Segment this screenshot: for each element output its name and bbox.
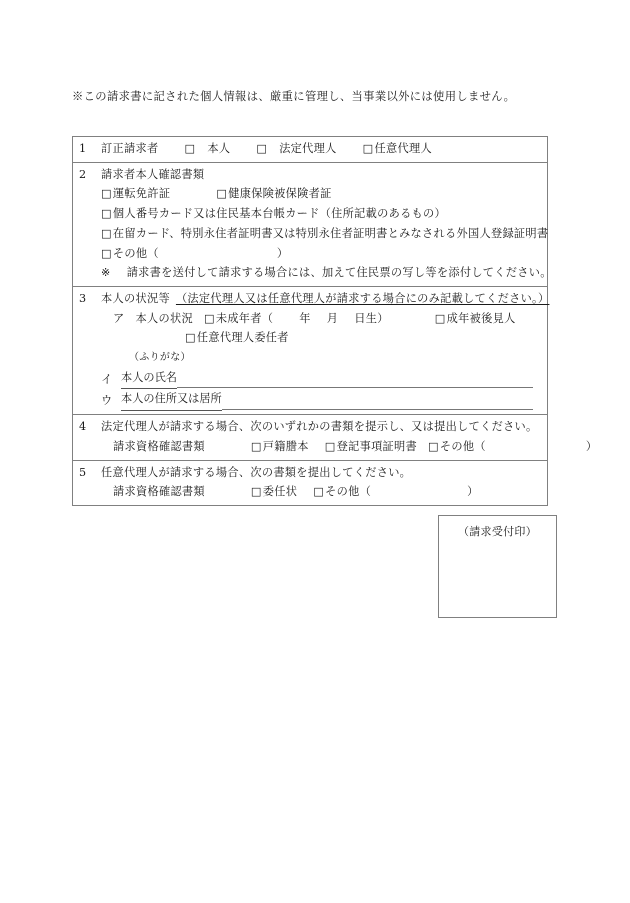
section-2-item-1: [73, 184, 547, 204]
section-2-number: 2: [79, 167, 87, 181]
section-row-2: [73, 163, 552, 287]
qualification-doc-label-5: 請求資格確認書類: [113, 485, 205, 499]
personal-name-input[interactable]: [177, 374, 533, 388]
section-2-title: 請求者本人確認書類: [101, 167, 205, 181]
checkbox-mynumber-card[interactable]: □: [101, 207, 112, 221]
other-doc-paren-close-5: ）: [467, 485, 479, 499]
drivers-license-label: 運転免許証: [112, 187, 171, 201]
adult-ward-label: 成年被後見人: [446, 311, 516, 325]
section-3-line: [73, 289, 550, 309]
mynumber-card-label: 個人番号カード又は住民基本台帳カード（住所記載のあるもの）: [112, 207, 447, 221]
other-document-label: その他（: [112, 246, 159, 260]
section-4-number: 4: [79, 420, 87, 434]
item-mark-a: ア: [113, 311, 125, 325]
option-honnin-label: 本人: [207, 142, 231, 155]
checkbox-other-document[interactable]: □: [101, 246, 112, 260]
family-register-label: 戸籍謄本: [262, 439, 309, 453]
section-4-documents: [73, 437, 598, 457]
checkbox-registry-certificate[interactable]: □: [324, 439, 336, 453]
section-5-title: 任意代理人が請求する場合、次の書類を提出してください。: [101, 465, 412, 479]
checkbox-family-register[interactable]: □: [250, 439, 262, 453]
checkbox-legal-agent[interactable]: □: [256, 142, 268, 155]
section-row-3: [73, 287, 550, 415]
section-1-number: 1: [79, 142, 87, 155]
receipt-stamp-label: （請求受付印）: [457, 525, 538, 538]
note-mark: ※: [101, 266, 111, 280]
birth-year-field[interactable]: 年: [299, 311, 311, 325]
request-form-table: [72, 136, 598, 506]
section-5-number: 5: [79, 465, 87, 479]
section-3-title: 本人の状況等: [101, 291, 170, 305]
power-of-attorney-label: 委任状: [262, 485, 298, 499]
section-3-row-u: [73, 389, 547, 411]
furigana-label: （ふりがな）: [129, 352, 191, 364]
section-2-note: [73, 263, 552, 283]
voluntary-agent-delegator-label: 任意代理人委任者: [196, 331, 289, 345]
checkbox-drivers-license[interactable]: □: [101, 187, 112, 201]
receipt-stamp-box: [438, 515, 557, 618]
section-5-documents: [73, 482, 547, 502]
minor-label: 未成年者（: [215, 311, 274, 325]
personal-name-label: 本人の氏名: [121, 368, 177, 390]
section-2-item-2: [73, 204, 547, 224]
option-legal-agent-label: 法定代理人: [279, 142, 337, 155]
other-doc-label-4: その他（: [439, 439, 486, 453]
checkbox-honnin[interactable]: □: [184, 142, 196, 155]
personal-address-input[interactable]: [222, 396, 533, 410]
checkbox-adult-ward[interactable]: □: [434, 311, 446, 325]
privacy-notice: ※この請求書に記された個人情報は、厳重に管理し、当事業以外には使用しません。: [72, 90, 516, 103]
checkbox-other-doc-5[interactable]: □: [313, 485, 325, 499]
residence-card-label: 在留カード、特別永住者証明書又は特別永住者証明書とみなされる外国人登録証明書: [112, 226, 549, 240]
section-3-row-a2: [73, 328, 547, 348]
checkbox-residence-card[interactable]: □: [101, 226, 112, 240]
checkbox-voluntary-agent[interactable]: □: [362, 142, 374, 155]
section-2-item-4: [73, 244, 547, 264]
section-1-line: [73, 139, 547, 159]
section-3-row-a: [73, 309, 547, 329]
section-4-title: 法定代理人が請求する場合、次のいずれかの書類を提示し、又は提出してください。: [101, 420, 538, 434]
section-3-title-note: （法定代理人又は任意代理人が請求する場合にのみ記載してください。）: [175, 291, 550, 305]
personal-address-label: 本人の住所又は居所: [121, 389, 222, 411]
section-3-number: 3: [79, 291, 87, 305]
personal-status-label: 本人の状況: [135, 311, 193, 325]
other-document-paren-close: ）: [276, 246, 289, 260]
section-5-line: [73, 463, 547, 483]
section-row-4: [73, 415, 598, 460]
section-2-line: [73, 165, 547, 185]
registry-certificate-label: 登記事項証明書: [336, 439, 418, 453]
other-doc-paren-close-4: ）: [585, 439, 598, 453]
section-4-line: [73, 417, 547, 437]
checkbox-health-insurance[interactable]: □: [216, 187, 228, 201]
qualification-doc-label-4: 請求資格確認書類: [113, 439, 205, 453]
health-insurance-label: 健康保険被保険者証: [228, 187, 332, 201]
checkbox-power-of-attorney[interactable]: □: [250, 485, 262, 499]
section-1-title: 訂正請求者: [101, 142, 159, 155]
section-3-row-i: [73, 368, 547, 390]
checkbox-other-doc-4[interactable]: □: [428, 439, 439, 453]
item-mark-i: イ: [101, 372, 113, 386]
note-text: 請求書を送付して請求する場合には、加えて住民票の写し等を添付してください。: [126, 266, 552, 280]
item-mark-u: ウ: [101, 394, 113, 408]
section-row-5: [73, 461, 547, 506]
section-2-item-3: [73, 224, 547, 244]
option-voluntary-agent-label: 任意代理人: [374, 142, 432, 155]
birth-month-field[interactable]: 月: [326, 311, 339, 325]
birth-day-field[interactable]: 日生）: [354, 311, 389, 325]
checkbox-minor[interactable]: □: [203, 311, 215, 325]
section-row-1: [73, 137, 547, 163]
other-doc-label-5: その他（: [325, 485, 372, 499]
checkbox-voluntary-agent-delegator[interactable]: □: [185, 331, 196, 345]
